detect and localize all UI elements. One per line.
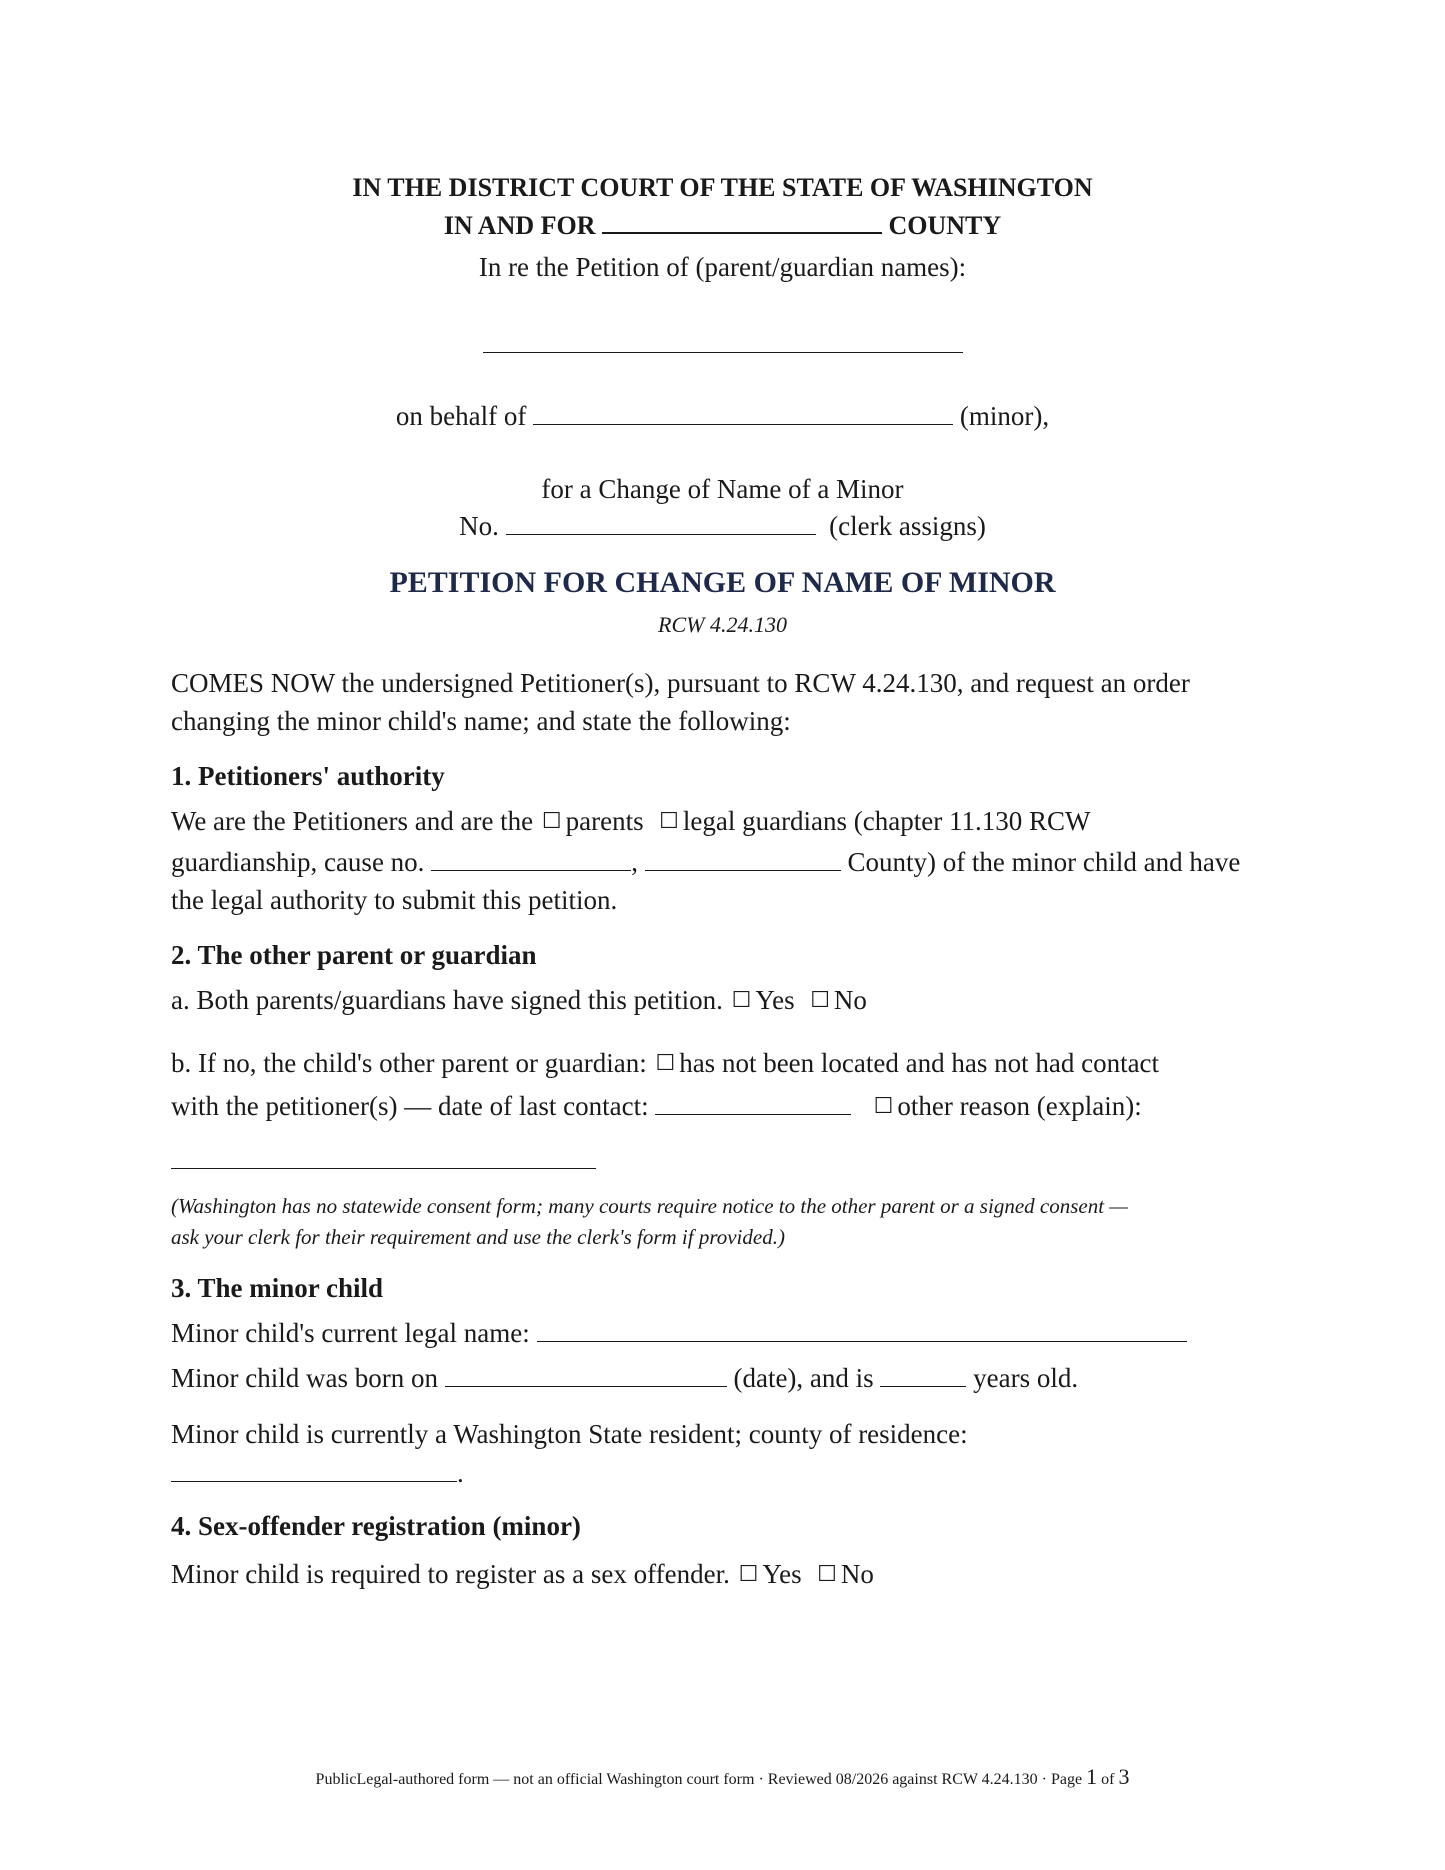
period: . [457, 1458, 464, 1488]
section-2a-line [171, 981, 1301, 1022]
case-number-prefix: No. [459, 511, 499, 541]
for-change-line: for a Change of Name of a Minor [541, 474, 904, 504]
both-signed-text: a. Both parents/guardians have signed this petition. [171, 985, 723, 1015]
page-footer [0, 1764, 1445, 1790]
residence-county-line [171, 1454, 1301, 1492]
consent-note-line-1: (Washington has no statewide consent form; many courts require notice to the other parent or a signed consent — [171, 1194, 1128, 1218]
section-2-heading: 2. The other parent or guardian [171, 940, 537, 970]
authority-text: We are the Petitioners and are the [171, 806, 534, 836]
both-signed-yes-checkbox[interactable]: ☐ [731, 988, 752, 1013]
minor-name-blank[interactable] [533, 402, 953, 425]
in-re-line: In re the Petition of (parent/guardian names): [478, 252, 967, 282]
section-1-line-1 [171, 802, 1301, 843]
guardians-label: legal guardians (chapter 11.130 RCW [682, 806, 1091, 836]
case-number-suffix: (clerk assigns) [829, 511, 986, 541]
intro-line-1: COMES NOW the undersigned Petitioner(s), pursuant to RCW 4.24.130, and request an order [171, 668, 1190, 698]
date-and-is-label: (date), and is [733, 1363, 874, 1393]
document-title: PETITION FOR CHANGE OF NAME OF MINOR [389, 566, 1056, 599]
on-behalf-suffix: (minor), [959, 401, 1050, 431]
residence-county-blank[interactable] [171, 1459, 457, 1482]
not-located-label: has not been located and has not had contact [679, 1048, 1160, 1078]
residence-line: Minor child is currently a Washington State resident; county of residence: [171, 1419, 968, 1449]
cause-no-blank[interactable] [431, 848, 631, 871]
section-3-heading: 3. The minor child [171, 1273, 384, 1303]
intro-paragraph [171, 664, 1301, 740]
sex-offender-yes-checkbox[interactable]: ☐ [738, 1562, 759, 1587]
statute-citation: RCW 4.24.130 [658, 612, 787, 637]
guardianship-county-blank[interactable] [645, 848, 841, 871]
birth-date-blank[interactable] [445, 1364, 727, 1387]
last-contact-label: with the petitioner(s) — date of last contact: [171, 1091, 649, 1121]
county-line [0, 210, 1445, 241]
section-2b-line-1 [171, 1044, 1301, 1085]
county-suffix: COUNTY [888, 211, 1002, 240]
sex-offender-yes-label: Yes [762, 1559, 802, 1589]
petitioner-names-blank[interactable] [483, 330, 963, 353]
section-1-heading: 1. Petitioners' authority [171, 761, 445, 791]
other-reason-label: other reason (explain): [897, 1091, 1142, 1121]
explain-line [171, 1146, 1301, 1174]
last-contact-date-blank[interactable] [655, 1092, 851, 1115]
legal-name-line [171, 1314, 1301, 1352]
case-number-line [0, 507, 1445, 545]
on-behalf-line [0, 397, 1445, 435]
section-4-heading: 4. Sex-offender registration (minor) [171, 1511, 581, 1541]
case-number-blank[interactable] [506, 512, 816, 535]
on-behalf-prefix: on behalf of [395, 401, 527, 431]
born-label: Minor child was born on [171, 1363, 438, 1393]
sex-offender-line [171, 1555, 1301, 1596]
both-signed-no-label: No [833, 985, 867, 1015]
other-parent-text: b. If no, the child's other parent or guardian: [171, 1048, 647, 1078]
consent-note-line-2: ask your clerk for their requirement and use the clerk's form if provided.) [171, 1225, 785, 1249]
sex-offender-no-label: No [840, 1559, 874, 1589]
court-heading: IN THE DISTRICT COURT OF THE STATE OF WASHINGTON [352, 173, 1093, 202]
years-old-label: years old. [973, 1363, 1079, 1393]
section-1-line-2 [171, 843, 1301, 881]
section-1-body [171, 802, 1301, 919]
explain-blank[interactable] [171, 1146, 596, 1169]
county-of-minor-text: County) of the minor child and have [847, 847, 1241, 877]
parents-checkbox[interactable]: ☐ [541, 809, 562, 834]
sex-offender-text: Minor child is required to register as a sex offender. [171, 1559, 730, 1589]
other-reason-checkbox[interactable]: ☐ [873, 1094, 894, 1119]
footer-of: of [1101, 1771, 1115, 1788]
footer-text: PublicLegal-authored form — not an official Washington court form · Reviewed 08/2026 against RCW 4.24.130 · Page [315, 1771, 1083, 1788]
birth-line [171, 1359, 1301, 1397]
parents-label: parents [565, 806, 644, 836]
county-blank[interactable] [602, 210, 882, 234]
guardians-checkbox[interactable]: ☐ [659, 809, 679, 834]
intro-line-2: changing the minor child's name; and state the following: [171, 706, 791, 736]
sex-offender-no-checkbox[interactable]: ☐ [817, 1562, 837, 1587]
legal-name-blank[interactable] [537, 1319, 1187, 1342]
legal-name-label: Minor child's current legal name: [171, 1318, 530, 1348]
county-prefix: IN AND FOR [443, 211, 596, 240]
petitioner-names-line [0, 330, 1445, 358]
section-1-line-3: the legal authority to submit this petition. [171, 885, 618, 915]
age-blank[interactable] [880, 1364, 966, 1387]
comma: , [631, 847, 638, 877]
both-signed-yes-label: Yes [755, 985, 795, 1015]
page-total: 3 [1118, 1764, 1130, 1789]
cause-no-label: guardianship, cause no. [171, 847, 425, 877]
both-signed-no-checkbox[interactable]: ☐ [810, 988, 830, 1013]
section-2b-line-2 [171, 1087, 1301, 1128]
consent-note [171, 1191, 1301, 1253]
page-number: 1 [1086, 1764, 1098, 1789]
not-located-checkbox[interactable]: ☐ [655, 1051, 676, 1076]
